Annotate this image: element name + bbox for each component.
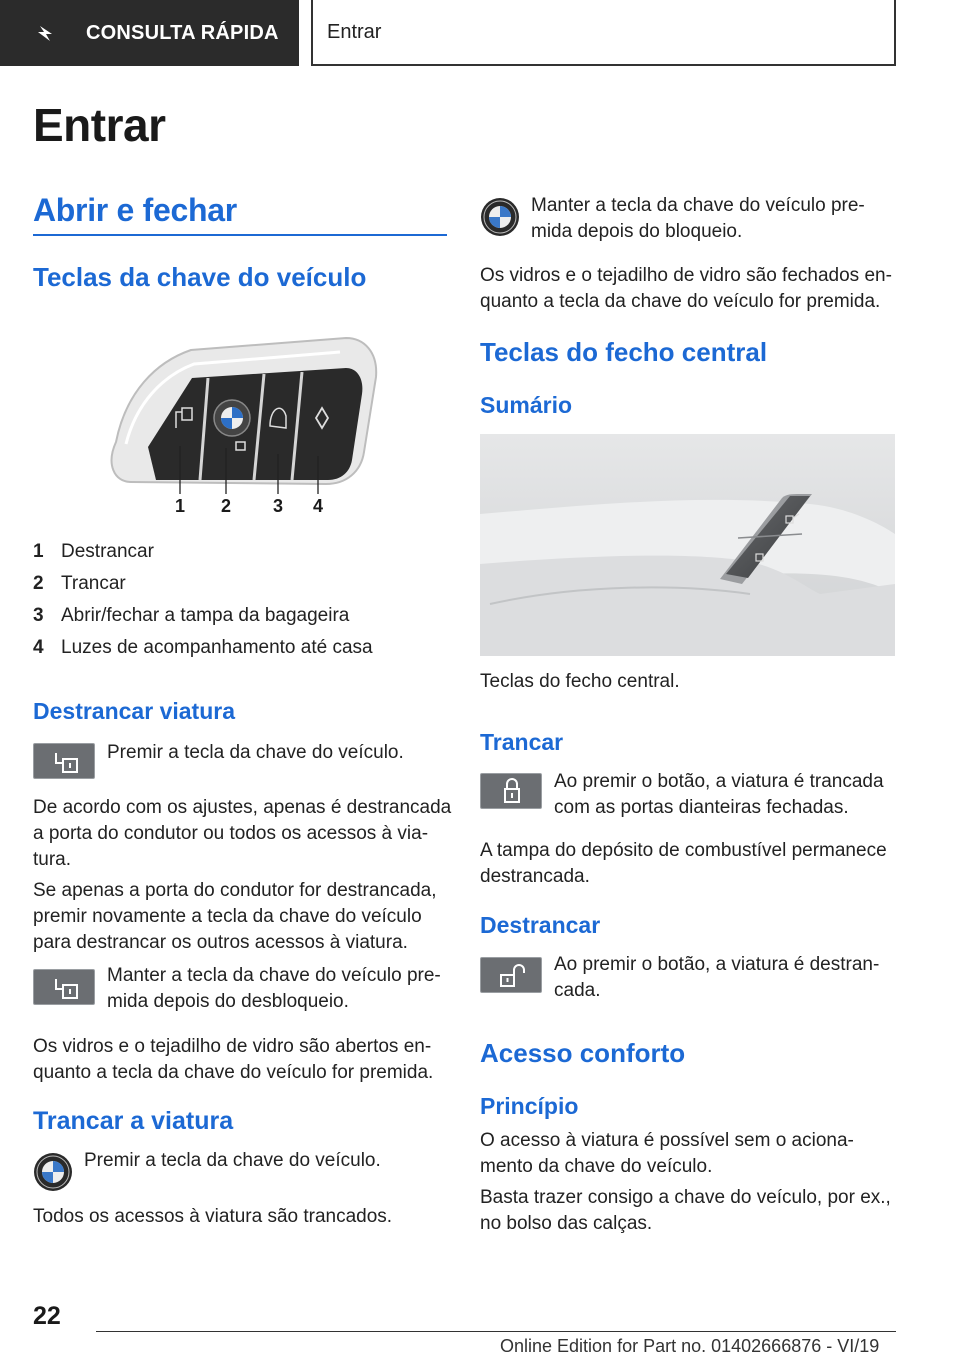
page-title: Entrar [33,99,166,151]
lock-button-icon [480,773,542,809]
quick-reference-icon [38,24,64,42]
tab-section-label: Entrar [327,20,382,43]
unlock-step-1: Premir a tecla da chave do veículo. [107,742,404,763]
unlock-step-2-line-1: Manter a tecla da chave do veículo pre‐ [107,965,441,986]
callout-4: 4 [313,496,324,516]
legend-text: Luzes de acompanhamento até casa [61,637,373,658]
legend-num: 3 [33,605,44,626]
unlock-para-2-line-1: Se apenas a porta do condutor for destrancada, [33,880,437,901]
heading-principle: Princípio [480,1093,579,1119]
legend-text: Abrir/fechar a tampa da bagageira [61,605,350,626]
legend-item [33,573,126,595]
unlock-para-1-line-2: a porta do condutor ou todos os acessos à via‐ [33,823,429,844]
fuel-para-line-2: destrancada. [480,866,590,887]
legend-text: Destrancar [61,541,154,562]
lock-step-2-line-2: mida depois do bloqueio. [531,221,743,242]
legend-item [33,541,154,563]
heading-summary: Sumário [480,392,573,418]
callout-3: 3 [273,496,284,516]
heading-unlock: Destrancar [480,912,601,938]
heading-unlock-vehicle: Destrancar viatura [33,698,235,724]
unlock-button-icon [33,743,95,779]
unlock-para-3-line-2: quanto a tecla da chave do veículo for premida. [33,1062,434,1083]
unlock-para-2-line-2: premir novamente a tecla da chave do veículo [33,906,422,927]
heading-key-buttons: Teclas da chave do veículo [33,262,367,292]
unlock-para-3-line-1: Os vidros e o tejadilho de vidro são abertos en‐ [33,1036,432,1057]
tab-quick-reference-label: CONSULTA RÁPIDA [86,21,279,44]
legend-num: 4 [33,637,44,658]
principle-line-3: Basta trazer consigo a chave do veículo, por ex., [480,1187,891,1208]
lock-desc-line-2: com as portas dianteiras fechadas. [554,797,849,818]
lock-para-2-line-2: quanto a tecla da chave do veículo for premida. [480,291,881,312]
legend-num: 1 [33,541,44,562]
unlock-para-2-line-3: para destrancar os outros acessos à viatura. [33,932,408,953]
principle-line-2: mento da chave do veículo. [480,1156,713,1177]
callout-2: 2 [221,496,232,516]
legend-item [33,605,349,627]
legend-item [33,637,373,659]
callout-1: 1 [175,496,186,516]
central-locking-figure [480,434,895,656]
heading-lock: Trancar [480,729,564,755]
footer-rule [96,1331,896,1332]
lock-step-1: Premir a tecla da chave do veículo. [84,1150,381,1171]
lock-para-2-line-1: Os vidros e o tejadilho de vidro são fechados en‐ [480,265,892,286]
fuel-para-line-1: A tampa do depósito de combustível permanece [480,840,887,861]
legend-text: Trancar [61,573,126,594]
heading-comfort-access: Acesso conforto [480,1038,686,1068]
unlock-button-icon [33,969,95,1005]
legend-num: 2 [33,573,44,594]
unlock-step-2-line-2: mida depois do desbloqueio. [107,991,349,1012]
heading-lock-vehicle: Trancar a viatura [33,1107,234,1135]
unlock-desc-line-1: Ao premir o botão, a viatura é destran‐ [554,954,880,975]
bmw-key-icon [480,197,520,237]
tab-quick-reference[interactable] [0,0,299,66]
bmw-key-icon [33,1152,73,1192]
section-heading-open-close: Abrir e fechar [33,192,237,228]
unlock-para-1-line-3: tura. [33,849,72,870]
header-bar [0,0,960,66]
footer-edition: Online Edition for Part no. 01402666876 - VI/19 [500,1336,880,1356]
heading-central-locking: Teclas do fecho central [480,337,768,367]
lock-para-1: Todos os acessos à viatura são trancados. [33,1206,393,1227]
section-rule [33,234,447,236]
tab-section[interactable] [311,0,896,66]
unlock-para-1-line-1: De acordo com os ajustes, apenas é destrancada [33,797,452,818]
page-number: 22 [33,1302,61,1330]
principle-line-4: no bolso das calças. [480,1213,653,1234]
lock-desc-line-1: Ao premir o botão, a viatura é trancada [554,771,884,792]
lock-step-2-line-1: Manter a tecla da chave do veículo pre‐ [531,195,865,216]
principle-line-1: O acesso à viatura é possível sem o aciona‐ [480,1130,854,1151]
key-fob-figure [96,332,386,522]
unlock-desc-line-2: cada. [554,980,601,1001]
unlock-button-icon [480,957,542,993]
figure-caption: Teclas do fecho central. [480,671,680,692]
